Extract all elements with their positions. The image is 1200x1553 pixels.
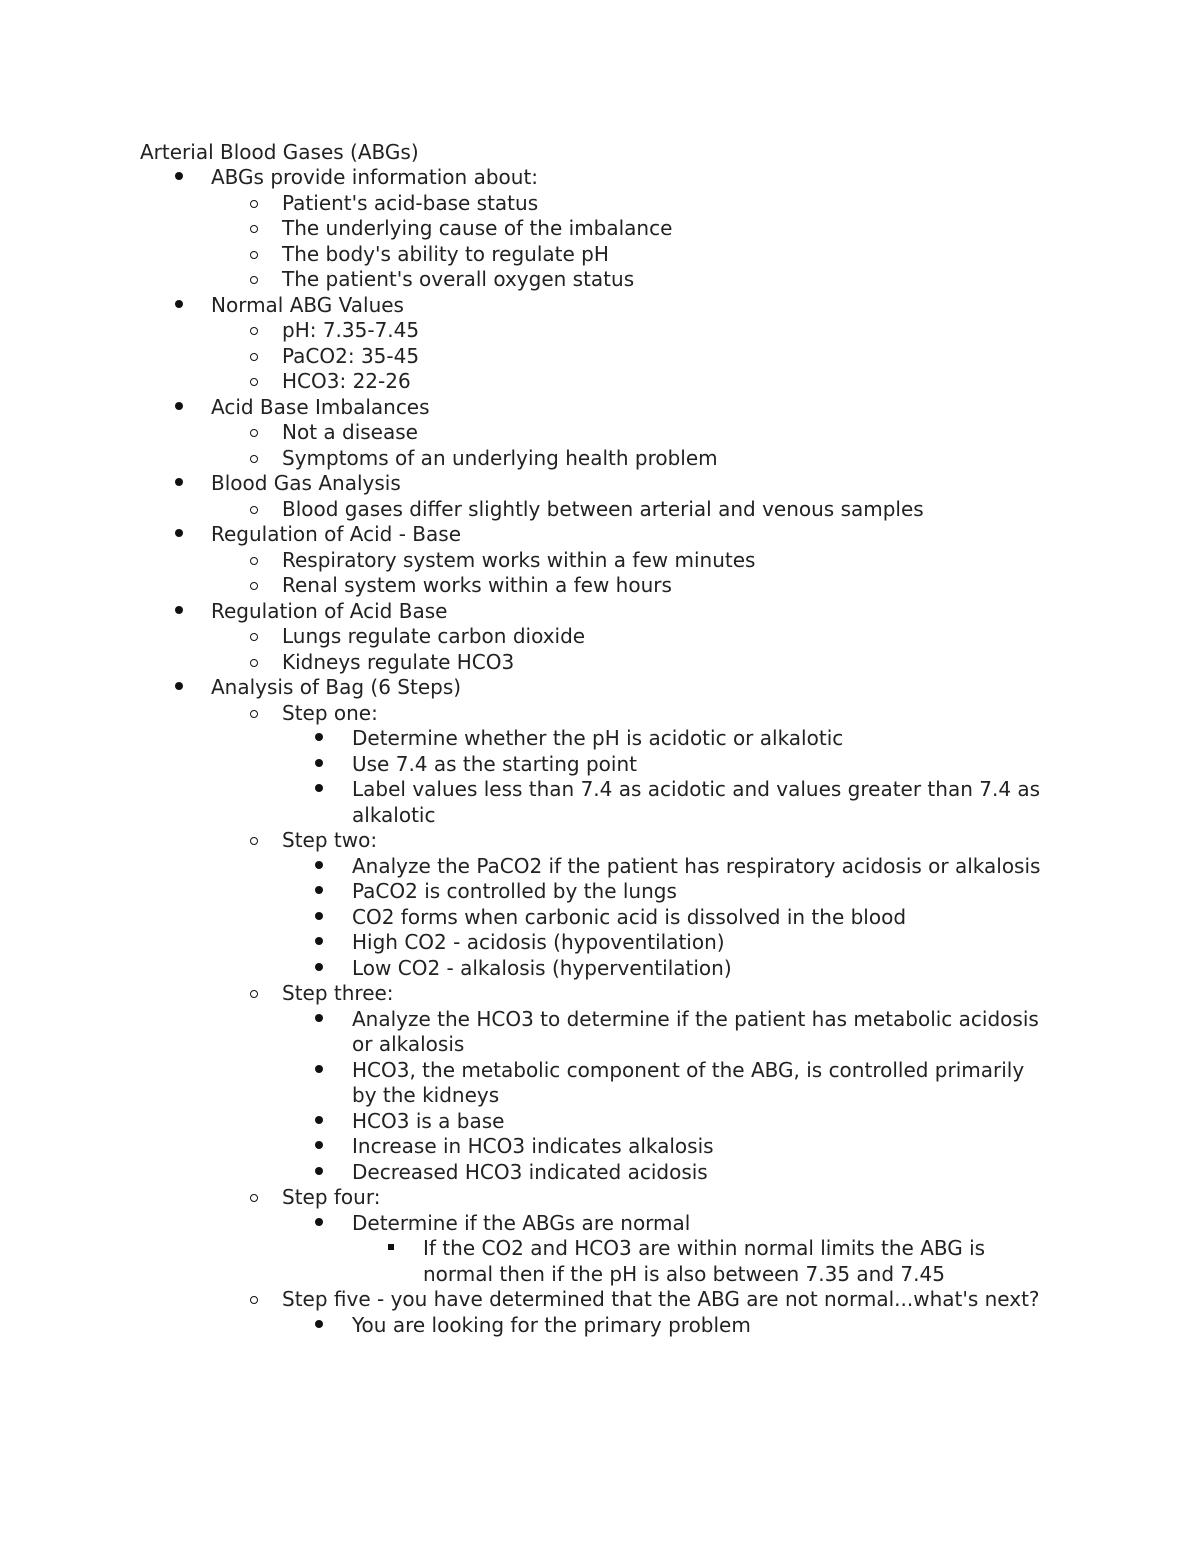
nested-list <box>0 701 1200 1339</box>
list-item-row <box>0 930 1042 956</box>
list-item <box>0 165 1200 293</box>
list-item-row <box>0 548 1042 574</box>
bullet-circle-icon <box>250 327 258 335</box>
bullet-circle-icon <box>250 455 258 463</box>
list-item-row <box>0 726 1042 752</box>
list-item-row <box>0 1007 1042 1058</box>
bullet-circle-icon <box>250 200 258 208</box>
bullet-circle-icon <box>250 251 258 259</box>
list-item-row <box>0 1236 1043 1287</box>
list-item <box>0 548 1200 574</box>
list-item-text: You are looking for the primary problem <box>352 1312 751 1337</box>
bullet-dot-icon <box>175 478 183 486</box>
list-item-text: Not a disease <box>282 420 418 444</box>
list-item <box>0 1287 1200 1338</box>
list-item <box>0 395 1200 472</box>
list-item-text: ABGs provide information about: <box>211 165 539 189</box>
list-item-row <box>0 752 1042 778</box>
list-item-text: Step three: <box>282 981 394 1005</box>
bullet-dot-icon <box>175 402 183 410</box>
list-item-row <box>0 191 1042 217</box>
bullet-dot-icon <box>175 606 183 614</box>
list-item-text: Step two: <box>282 828 378 852</box>
list-item <box>0 930 1200 956</box>
list-item-text: If the CO2 and HCO3 are within normal limits the ABG is normal then if the pH is also between 7.35 and 7.45 <box>423 1236 986 1286</box>
list-item-text: The underlying cause of the imbalance <box>282 216 673 240</box>
list-item <box>0 573 1200 599</box>
nested-list <box>0 318 1200 395</box>
list-item-row <box>0 854 1042 880</box>
list-item-text: pH: 7.35-7.45 <box>282 318 420 342</box>
list-item-row <box>0 446 1042 472</box>
list-item-text: CO2 forms when carbonic acid is dissolved in the blood <box>352 904 907 929</box>
list-item <box>0 879 1200 905</box>
bullet-dot-icon <box>315 886 323 894</box>
bullet-circle-icon <box>250 1194 258 1202</box>
list-item <box>0 1160 1200 1186</box>
list-item <box>0 369 1200 395</box>
bullet-dot-icon <box>315 912 323 920</box>
bullet-dot-icon <box>315 759 323 767</box>
list-item-row <box>0 828 1042 854</box>
list-item <box>0 1185 1200 1287</box>
list-item <box>0 981 1200 1185</box>
list-item-text: Acid Base Imbalances <box>211 394 430 419</box>
list-item <box>0 344 1200 370</box>
bullet-dot-icon <box>315 1167 323 1175</box>
list-item-text: Use 7.4 as the starting point <box>352 751 637 776</box>
list-item <box>0 828 1200 981</box>
list-item-row <box>0 395 1031 421</box>
list-item-row <box>0 420 1042 446</box>
list-item-row <box>0 1211 1042 1237</box>
bullet-circle-icon <box>250 353 258 361</box>
bullet-dot-icon <box>315 1014 323 1022</box>
list-item-text: Determine whether the pH is acidotic or alkalotic <box>352 726 844 750</box>
bullet-circle-icon <box>250 429 258 437</box>
list-item <box>0 420 1200 446</box>
list-item <box>0 956 1200 982</box>
outline-list <box>0 165 1200 1338</box>
bullet-circle-icon <box>250 378 258 386</box>
bullet-dot-icon <box>175 529 183 537</box>
bullet-circle-icon <box>250 276 258 284</box>
list-item-text: High CO2 - acidosis (hypoventilation) <box>352 930 725 954</box>
nested-list <box>0 1007 1200 1186</box>
list-item-row <box>0 1160 1042 1186</box>
nested-list <box>0 1313 1200 1339</box>
bullet-square-icon <box>388 1244 394 1250</box>
list-item-row <box>0 242 1042 268</box>
bullet-circle-icon <box>250 990 258 998</box>
list-item <box>0 1313 1200 1339</box>
list-item-row <box>0 318 1042 344</box>
list-item <box>0 1007 1200 1058</box>
list-item <box>0 650 1200 676</box>
nested-list <box>0 854 1200 982</box>
list-item-row <box>0 981 1042 1007</box>
bullet-dot-icon <box>315 1141 323 1149</box>
list-item-text: Analyze the HCO3 to determine if the patient has metabolic acidosis or alkalosis <box>352 1006 1039 1056</box>
list-item-text: HCO3: 22-26 <box>282 369 411 393</box>
bullet-dot-icon <box>315 1320 323 1328</box>
list-item <box>0 624 1200 650</box>
list-item-text: The patient's overall oxygen status <box>282 267 635 291</box>
list-item-row <box>0 701 1042 727</box>
list-item <box>0 242 1200 268</box>
list-item-text: Analysis of Bag (6 Steps) <box>211 675 462 699</box>
list-item <box>0 701 1200 829</box>
list-item-text: Kidneys regulate HCO3 <box>282 649 515 674</box>
nested-list <box>0 497 1200 523</box>
list-item-text: Patient's acid-base status <box>282 190 539 215</box>
list-item <box>0 905 1200 931</box>
list-item <box>0 1058 1200 1109</box>
bullet-dot-icon <box>175 172 183 180</box>
list-item <box>0 267 1200 293</box>
bullet-dot-icon <box>315 937 323 945</box>
list-item-row <box>0 1287 1042 1313</box>
bullet-dot-icon <box>315 733 323 741</box>
list-item-text: Step one: <box>282 700 378 725</box>
list-item-text: HCO3, the metabolic component of the ABG, is controlled primarily by the kidneys <box>352 1057 1025 1107</box>
list-item-row <box>0 1134 1042 1160</box>
list-item-row <box>0 471 1031 497</box>
list-item-text: Renal system works within a few hours <box>282 573 672 597</box>
list-item-row <box>0 165 1031 191</box>
list-item <box>0 777 1200 828</box>
list-item <box>0 446 1200 472</box>
bullet-dot-icon <box>315 963 323 971</box>
list-item-text: HCO3 is a base <box>352 1108 505 1133</box>
list-item-text: PaCO2: 35-45 <box>282 343 420 368</box>
list-item-text: Label values less than 7.4 as acidotic and values greater than 7.4 as alkalotic <box>352 777 1041 827</box>
list-item <box>0 318 1200 344</box>
bullet-dot-icon <box>175 682 183 690</box>
list-item-row <box>0 777 1042 828</box>
list-item <box>0 1236 1200 1287</box>
list-item <box>0 216 1200 242</box>
list-item <box>0 1211 1200 1288</box>
bullet-circle-icon <box>250 710 258 718</box>
list-item <box>0 497 1200 523</box>
list-item-row <box>0 369 1042 395</box>
bullet-dot-icon <box>315 1065 323 1073</box>
list-item <box>0 599 1200 676</box>
list-item-row <box>0 216 1042 242</box>
list-item-row <box>0 599 1031 625</box>
bullet-circle-icon <box>250 659 258 667</box>
bullet-dot-icon <box>315 1116 323 1124</box>
list-item <box>0 752 1200 778</box>
bullet-circle-icon <box>250 557 258 565</box>
list-item-text: Blood gases differ slightly between arterial and venous samples <box>282 496 924 521</box>
list-item <box>0 1134 1200 1160</box>
list-item-text: Increase in HCO3 indicates alkalosis <box>352 1134 714 1158</box>
list-item-text: Blood Gas Analysis <box>211 471 401 495</box>
list-item-text: Symptoms of an underlying health problem <box>282 445 718 470</box>
list-item-text: The body's ability to regulate pH <box>282 241 609 266</box>
list-item-text: Regulation of Acid Base <box>211 598 448 623</box>
nested-list <box>0 191 1200 293</box>
list-item-row <box>0 293 1031 319</box>
list-item-row <box>0 905 1042 931</box>
list-item-row <box>0 1058 1042 1109</box>
list-item <box>0 675 1200 1338</box>
list-item-row <box>0 624 1042 650</box>
list-item <box>0 854 1200 880</box>
list-item-row <box>0 675 1031 701</box>
nested-list <box>0 548 1200 599</box>
list-item-text: PaCO2 is controlled by the lungs <box>352 879 677 903</box>
list-item-text: Respiratory system works within a few minutes <box>282 547 756 572</box>
bullet-circle-icon <box>250 1296 258 1304</box>
list-item-row <box>0 573 1042 599</box>
bullet-circle-icon <box>250 225 258 233</box>
document-title: Arterial Blood Gases (ABGs) <box>140 140 419 164</box>
list-item-row <box>0 1313 1042 1339</box>
list-item-row <box>0 879 1042 905</box>
bullet-circle-icon <box>250 633 258 641</box>
list-item-row <box>0 1109 1042 1135</box>
bullet-dot-icon <box>175 300 183 308</box>
bullet-dot-icon <box>315 1218 323 1226</box>
bullet-circle-icon <box>250 506 258 514</box>
list-item-row <box>0 522 1031 548</box>
bullet-dot-icon <box>315 784 323 792</box>
list-item <box>0 1109 1200 1135</box>
nested-list <box>0 1211 1200 1288</box>
list-item-text: Low CO2 - alkalosis (hyperventilation) <box>352 955 732 980</box>
list-item-row <box>0 650 1042 676</box>
list-item-row <box>0 1185 1042 1211</box>
list-item-text: Determine if the ABGs are normal <box>352 1210 691 1235</box>
list-item-text: Normal ABG Values <box>211 292 404 317</box>
list-item-row <box>0 344 1042 370</box>
list-item-text: Analyze the PaCO2 if the patient has respiratory acidosis or alkalosis <box>352 853 1041 878</box>
list-item <box>0 191 1200 217</box>
list-item-row <box>0 267 1042 293</box>
nested-list <box>0 726 1200 828</box>
bullet-dot-icon <box>315 861 323 869</box>
list-item <box>0 293 1200 395</box>
nested-list <box>0 1236 1200 1287</box>
list-item-text: Decreased HCO3 indicated acidosis <box>352 1159 708 1184</box>
list-item-text: Step four: <box>282 1185 381 1209</box>
list-item <box>0 471 1200 522</box>
list-item <box>0 522 1200 599</box>
bullet-circle-icon <box>250 837 258 845</box>
list-item-text: Lungs regulate carbon dioxide <box>282 624 586 648</box>
bullet-circle-icon <box>250 582 258 590</box>
list-item-text: Regulation of Acid - Base <box>211 522 461 546</box>
list-item-row <box>0 956 1042 982</box>
nested-list <box>0 624 1200 675</box>
list-item <box>0 726 1200 752</box>
list-item-row <box>0 497 1042 523</box>
list-item-text: Step five - you have determined that the ABG are not normal...what's next? <box>282 1287 1040 1311</box>
nested-list <box>0 420 1200 471</box>
